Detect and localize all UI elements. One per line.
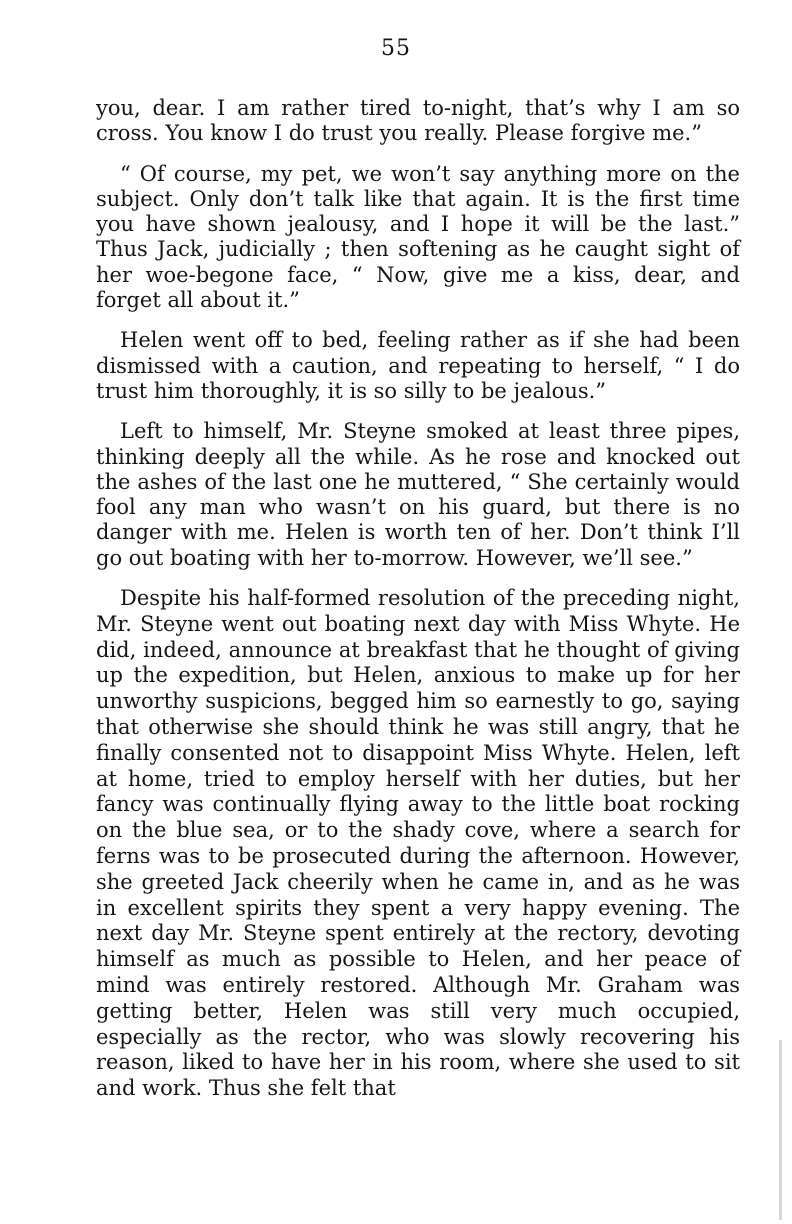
paragraph-boating: Despite his half-formed resolution of the preceding night, Mr. Steyne went out boating next day with Miss Whyte. He did, indeed, announce at breakfast that he thought of giving up the expedition, but Helen, anxious to make up for her unworthy suspicions, begged him so earnestly to go, saying that otherwise she should think he was still angry, that he finally consented not to disappoint Miss Whyte. Helen, left at home, tried to employ herself with her duties, but her fancy was continually flying away to the little boat rocking on the blue sea, or to the shady cove, where a search for ferns was to be prosecuted during the afternoon. However, she greeted Jack cheerily when he came in, and as he was in excellent spirits they spent a very happy evening. The next day Mr. Steyne spent entirely at the rectory, devoting himself as much as possible to Helen, and her peace of mind was entirely restored. Although Mr. Graham was getting better, Helen was still very much occupied, especially as the rector, who was slowly recovering his reason, liked to have her in his room, where she used to sit and work. Thus she felt that [96, 586, 740, 1101]
paragraph-continuation: you, dear. I am rather tired to-night, that’s why I am so cross. You know I do trust you really. Please forgive me.” [96, 96, 740, 146]
page-edge-shadow [779, 1040, 782, 1220]
body-text [96, 96, 740, 1117]
page-number: 55 [381, 36, 411, 61]
paragraph-steyne-pipes: Left to himself, Mr. Steyne smoked at least three pipes, thinking deeply all the while. As he rose and knocked out the ashes of the last one he muttered, “ She certainly would fool any man who wasn’t on his guard, but there is no danger with me. Helen is worth ten of her. Don’t think I’ll go out boating with her to-morrow. However, we’ll see.” [96, 419, 740, 570]
paragraph-helen-bed: Helen went off to bed, feeling rather as if she had been dismissed with a caution, and repeating to herself, “ I do trust him thoroughly, it is so silly to be jealous.” [96, 328, 740, 403]
paragraph-jack-reply: “ Of course, my pet, we won’t say anything more on the subject. Only don’t talk like that again. It is the first time you have shown jealousy, and I hope it will be the last.” Thus Jack, judicially ; then softening as he caught sight of her woe-begone face, “ Now, give me a kiss, dear, and forget all about it.” [96, 161, 740, 313]
